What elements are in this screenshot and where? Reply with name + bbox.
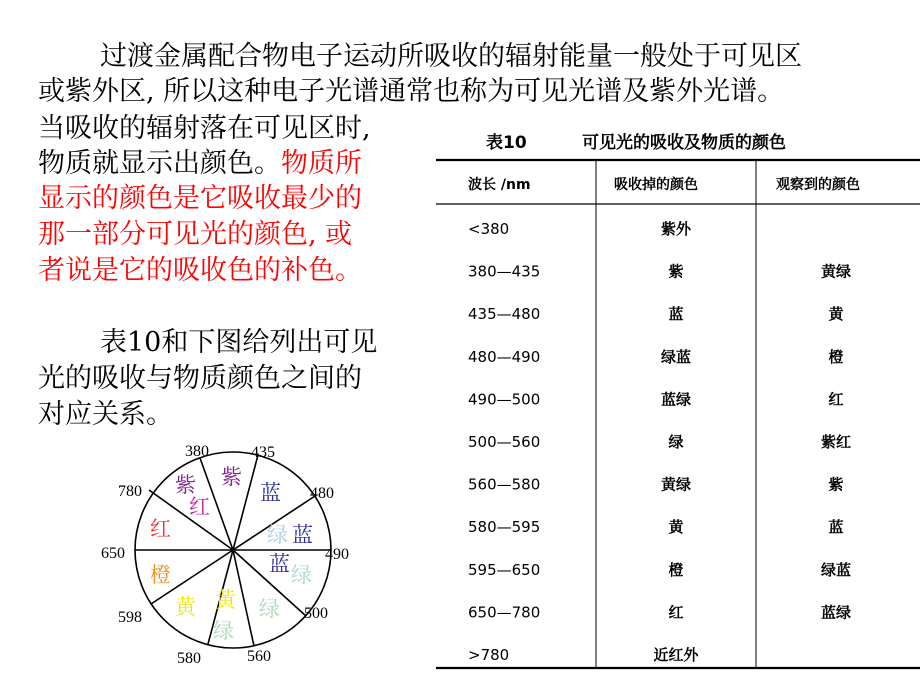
wheel-number-380: 380	[185, 443, 209, 460]
table-header	[468, 176, 860, 193]
table-cell-r4-c1: 480—490	[468, 347, 541, 366]
wheel-number-500: 500	[304, 605, 328, 622]
table-cell-r5-c2: 蓝绿	[660, 390, 692, 409]
wheel-number-490: 490	[325, 546, 349, 563]
table-cell-r1-c1: <380	[468, 220, 510, 238]
table-cell-r9-c2: 橙	[668, 560, 684, 579]
wheel-color-lan: 蓝	[260, 481, 281, 505]
para2-line-2	[38, 147, 362, 181]
color-wheel	[96, 436, 366, 680]
intro-line-2: 或紫外区, 所以这种电子光谱通常也称为可见光谱及紫外光谱。	[38, 76, 785, 107]
wheel-number-480: 480	[310, 485, 334, 502]
wheel-color-lan-b: 蓝	[292, 523, 313, 547]
wheel-number-560: 560	[247, 648, 271, 665]
wheel-color-hong-b: 红	[150, 517, 171, 541]
table-cell-r2-c1: 380—435	[468, 262, 541, 281]
para2-line-2-black: 物质就显示出颜色。	[38, 148, 281, 179]
table-header-observed: 观察到的颜色	[776, 177, 860, 193]
table-cell-r4-c3: 橙	[828, 347, 844, 366]
table-cell-r10-c1: 650—780	[468, 603, 541, 622]
table-body	[468, 220, 851, 664]
table-title-text: 可见光的吸收及物质的颜色	[582, 133, 786, 153]
wheel-color-huang-b: 黄	[175, 595, 196, 619]
table-cell-r8-c3: 蓝	[828, 518, 844, 537]
para2-line-3: 显示的颜色是它吸收最少的	[38, 183, 362, 214]
para3-line-1: 表10和下图给列出可见	[100, 327, 378, 358]
para2-line-5: 者说是它的吸收色的补色。	[38, 255, 362, 286]
table-cell-r7-c1: 560—580	[468, 475, 541, 494]
table-cell-r5-c1: 490—500	[468, 390, 541, 409]
wheel-color-lan-c: 蓝	[269, 552, 290, 576]
wheel-number-598: 598	[118, 609, 142, 626]
table-10	[436, 122, 920, 690]
table-cell-r1-c2: 紫外	[660, 220, 692, 238]
table-cell-r6-c3: 紫红	[820, 433, 852, 451]
wheel-number-780: 780	[118, 483, 142, 500]
para2-line-2-red: 物质所	[281, 148, 362, 179]
table-cell-r7-c3: 紫	[828, 475, 844, 494]
table-cell-r8-c1: 580—595	[468, 518, 541, 537]
table-cell-r2-c3: 黄绿	[820, 262, 852, 281]
table-cell-r4-c2: 绿蓝	[660, 347, 692, 366]
para2-line-4: 那一部分可见光的颜色, 或	[38, 219, 353, 250]
table-cell-r10-c2: 红	[668, 603, 684, 622]
table-header-absorbed: 吸收掉的颜色	[614, 177, 698, 193]
table-cell-r9-c3: 绿蓝	[820, 560, 852, 579]
wheel-color-zi-b: 紫	[221, 465, 242, 489]
table-cell-r8-c2: 黄	[668, 518, 684, 537]
wheel-number-435: 435	[251, 444, 275, 461]
wheel-color-lv-c: 绿	[259, 597, 280, 621]
table-cell-r10-c3: 蓝绿	[820, 603, 852, 622]
table-cell-r3-c1: 435—480	[468, 305, 541, 324]
table-cell-r7-c2: 黄绿	[660, 475, 692, 494]
table-title	[486, 132, 786, 153]
intro-line-1: 过渡金属配合物电子运动所吸收的辐射能量一般处于可见区	[100, 41, 802, 72]
table-cell-r5-c3: 红	[828, 390, 844, 409]
wheel-line-560	[233, 550, 254, 646]
para3-line-2: 光的吸收与物质颜色之间的	[38, 363, 362, 394]
table-cell-r6-c1: 500—560	[468, 433, 541, 451]
wheel-color-cheng: 橙	[150, 563, 171, 587]
table-cell-r9-c1: 595—650	[468, 560, 541, 579]
table-header-wavelength: 波长 /nm	[468, 177, 531, 193]
table-cell-r3-c2: 蓝	[668, 305, 684, 324]
wheel-color-hong-a: 红	[189, 495, 210, 519]
wheel-color-zi-a: 紫	[175, 473, 196, 497]
para3-line-3: 对应关系。	[38, 399, 173, 430]
para2-line-1: 当吸收的辐射落在可见区时,	[38, 113, 371, 144]
wheel-color-lv-d: 绿	[213, 619, 234, 643]
wheel-number-580: 580	[177, 650, 201, 667]
table-title-label: 表10	[486, 133, 527, 153]
wheel-number-650: 650	[101, 545, 125, 562]
table-cell-r11-c1: >780	[468, 646, 510, 664]
table-cell-r2-c2: 紫	[668, 262, 684, 281]
wheel-color-lv-a: 绿	[267, 523, 288, 547]
wheel-color-huang-a: 黄	[215, 588, 236, 612]
table-cell-r3-c3: 黄	[828, 305, 844, 324]
table-cell-r6-c2: 绿	[668, 433, 684, 451]
table-cell-r11-c2: 近红外	[653, 646, 699, 664]
wheel-color-lv-b: 绿	[291, 563, 312, 587]
